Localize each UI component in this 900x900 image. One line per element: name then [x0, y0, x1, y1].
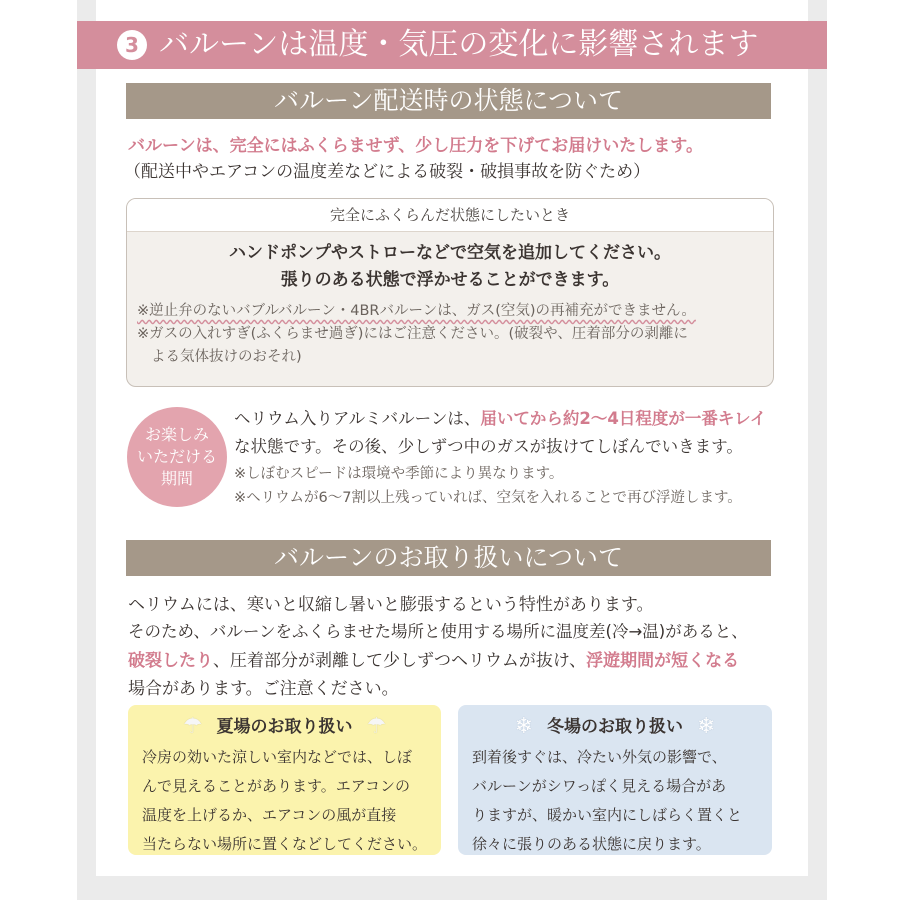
winter-line: バルーンがシワっぽく見える場合があ — [472, 777, 727, 795]
badge-line3: 期間 — [160, 469, 193, 488]
handling-line2: そのため、バルーンをふくらませた場所と使用する場所に温度差(冷→温)があると、 — [128, 622, 748, 641]
badge-line1: お楽しみ — [144, 425, 209, 444]
winter-title: 冬場のお取り扱い — [547, 717, 683, 737]
inflate-box-heading: 完全にふくらんだ状態にしたいとき — [127, 199, 773, 232]
period-text1b: 届いてから約2～4日程度が一番キレイ — [480, 409, 767, 428]
delivery-line2: （配送中やエアコンの温度差などによる破裂・破損事故を防ぐため） — [124, 162, 651, 182]
summer-line: 冷房の効いた涼しい室内などでは、しぼ — [142, 748, 413, 766]
summer-care-box — [128, 705, 441, 855]
inflate-box-note2: ※ガスの入れすぎ(ふくらませ過ぎ)にはご注意ください。(破裂や、圧着部分の剥離に — [137, 326, 688, 342]
summer-line: 温度を上げるか、エアコンの風が直接 — [142, 806, 397, 824]
sun-umbrella-icon: ☂ — [182, 714, 203, 739]
summer-title: 夏場のお取り扱い — [216, 717, 353, 737]
inflate-box-main1: ハンドポンプやストローなどで空気を追加してください。 — [229, 243, 671, 263]
period-note2: ※ヘリウムが6～7割以上残っていれば、空気を入れることで再び浮遊します。 — [234, 490, 742, 506]
delivery-line1: バルーンは、完全にはふくらませず、少し圧力を下げてお届けいたします。 — [128, 136, 703, 156]
winter-care-box — [458, 705, 772, 855]
snowflake-icon: ❄ — [697, 714, 716, 739]
delivery-section-bar: バルーン配送時の状態について — [126, 83, 771, 119]
inflate-box-main2: 張りのある状態で浮かせることができます。 — [280, 270, 620, 290]
period-text2: な状態です。その後、少しずつ中のガスが抜けてしぼんでいきます。 — [234, 437, 743, 456]
snowflake-icon: ❄ — [514, 714, 533, 739]
sun-umbrella-icon: ☂ — [366, 714, 387, 739]
winter-line: 徐々に張りのある状態に戻ります。 — [472, 835, 711, 853]
section-number-badge: 3 — [117, 30, 147, 60]
summer-line: んで見えることがあります。エアコンの — [142, 777, 411, 795]
handling-line3b: 、圧着部分が剥離して少しずつヘリウムが抜け、 — [213, 651, 587, 671]
handling-line3c: 浮遊期間が短くなる — [586, 651, 740, 671]
winter-line: 到着後すぐは、冷たい外気の影響で、 — [472, 748, 727, 766]
winter-line: りますが、暖かい室内にしばらく置くと — [472, 806, 743, 824]
main-title: バルーンは温度・気圧の変化に影響されます — [159, 27, 759, 62]
handling-line1: ヘリウムには、寒いと収縮し暑いと膨張するという特性があります。 — [128, 595, 654, 615]
period-text1a: ヘリウム入りアルミバルーンは、 — [234, 409, 481, 428]
enjoy-period-badge — [127, 407, 227, 507]
inflate-box-note1: ※逆止弁のないバブルバルーン・4BRバルーンは、ガス(空気)の再補充ができません。 — [137, 303, 696, 319]
handling-line3 — [128, 646, 739, 671]
inflate-info-box — [126, 198, 774, 387]
period-note1: ※しぼむスピードは環境や季節により異なります。 — [234, 466, 564, 482]
inflate-box-note3: よる気体抜けのおそれ) — [151, 349, 302, 365]
period-text1 — [234, 405, 766, 429]
badge-line2: いただける — [136, 447, 217, 466]
main-title-banner — [77, 21, 827, 69]
handling-section-bar: バルーンのお取り扱いについて — [126, 540, 771, 576]
handling-line4: 場合があります。ご注意ください。 — [128, 679, 399, 699]
handling-line3a: 破裂したり — [128, 651, 213, 671]
summer-line: 当たらない場所に置くなどしてください。 — [142, 835, 428, 853]
